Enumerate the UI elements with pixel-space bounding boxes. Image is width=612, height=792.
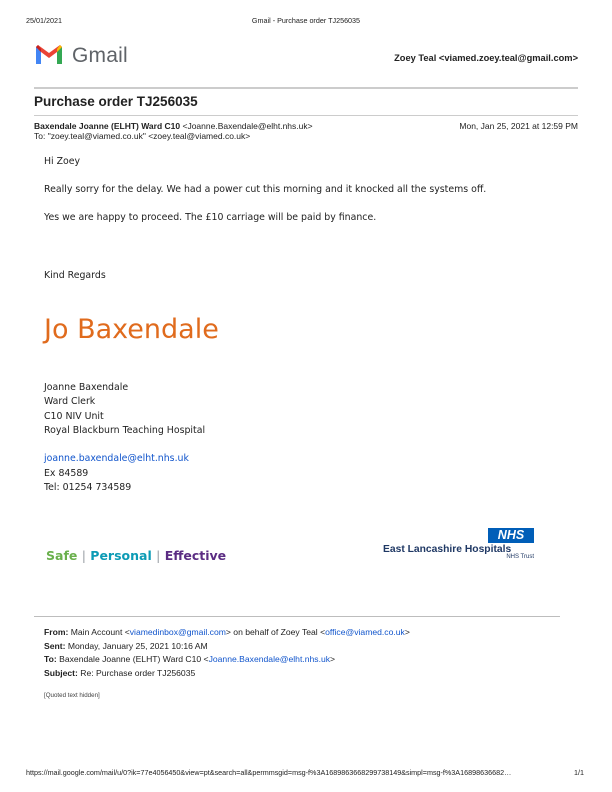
quoted-from-link-1[interactable]: viamedinbox@gmail.com bbox=[129, 627, 226, 637]
quote-divider bbox=[34, 616, 560, 617]
subject-divider bbox=[34, 115, 578, 116]
nhs-logo: NHS bbox=[488, 528, 534, 543]
signature-script-name: Jo Baxendale bbox=[44, 314, 219, 345]
quoted-subject-line: Subject: Re: Purchase order TJ256035 bbox=[44, 668, 196, 678]
sender-name: Baxendale Joanne (ELHT) Ward C10 bbox=[34, 121, 181, 131]
signature-name: Joanne Baxendale bbox=[44, 382, 129, 393]
signature-unit: C10 NIV Unit bbox=[44, 411, 104, 422]
email-date: Mon, Jan 25, 2021 at 12:59 PM bbox=[459, 121, 578, 131]
print-url: https://mail.google.com/mail/u/0?ik=77e4056450&view=pt&search=all&permmsgid=msg-f%3A1689863668299738149&simpl=msg-f%3A16898636682… bbox=[26, 768, 512, 777]
recipient-line: To: "zoey.teal@viamed.co.uk" <zoey.teal@viamed.co.uk> bbox=[34, 131, 251, 141]
email-subject: Purchase order TJ256035 bbox=[34, 94, 198, 109]
quoted-from-line: From: Main Account <viamedinbox@gmail.com> on behalf of Zoey Teal <office@viamed.co.uk> bbox=[44, 627, 410, 637]
account-identity: Zoey Teal <viamed.zoey.teal@gmail.com> bbox=[394, 53, 578, 63]
quoted-sent-line: Sent: Monday, January 25, 2021 10:16 AM bbox=[44, 641, 208, 651]
gmail-wordmark: Gmail bbox=[72, 44, 128, 67]
trust-values-tagline bbox=[46, 548, 226, 563]
body-paragraph-1: Really sorry for the delay. We had a power cut this morning and it knocked all the systems off. bbox=[44, 184, 487, 195]
gmail-logo-icon bbox=[34, 42, 64, 66]
quoted-text-hidden-toggle[interactable]: [Quoted text hidden] bbox=[44, 692, 100, 699]
quoted-sent-label: Sent: bbox=[44, 641, 66, 651]
print-title: Gmail - Purchase order TJ256035 bbox=[251, 16, 361, 25]
sender-line bbox=[34, 121, 313, 131]
tagline-separator: | bbox=[156, 548, 161, 563]
print-date: 25/01/2021 bbox=[26, 16, 62, 25]
print-page-number: 1/1 bbox=[574, 768, 584, 777]
sender-address: <Joanne.Baxendale@elht.nhs.uk> bbox=[182, 121, 313, 131]
signature-hospital: Royal Blackburn Teaching Hospital bbox=[44, 425, 206, 436]
quoted-subject-label: Subject: bbox=[44, 668, 78, 678]
tagline-effective: Effective bbox=[164, 548, 227, 563]
tagline-personal: Personal bbox=[90, 548, 152, 563]
body-paragraph-2: Yes we are happy to proceed. The £10 carriage will be paid by finance. bbox=[44, 212, 377, 223]
quoted-from-link-2[interactable]: office@viamed.co.uk bbox=[325, 627, 405, 637]
header-divider bbox=[34, 87, 578, 89]
closing: Kind Regards bbox=[44, 270, 106, 281]
quoted-to-line: To: Baxendale Joanne (ELHT) Ward C10 <Joanne.Baxendale@elht.nhs.uk> bbox=[44, 654, 336, 664]
tagline-separator: | bbox=[81, 548, 86, 563]
signature-email-link[interactable]: joanne.baxendale@elht.nhs.uk bbox=[44, 453, 189, 464]
quoted-to-label: To: bbox=[44, 654, 57, 664]
greeting: Hi Zoey bbox=[44, 156, 81, 167]
signature-role: Ward Clerk bbox=[44, 396, 96, 407]
signature-telephone: Tel: 01254 734589 bbox=[44, 482, 132, 493]
trust-subtitle: NHS Trust bbox=[506, 554, 534, 560]
signature-extension: Ex 84589 bbox=[44, 468, 89, 479]
quoted-to-link[interactable]: Joanne.Baxendale@elht.nhs.uk bbox=[208, 654, 331, 664]
trust-name: East Lancashire Hospitals bbox=[383, 544, 512, 555]
quoted-from-label: From: bbox=[44, 627, 69, 637]
tagline-safe: Safe bbox=[46, 548, 78, 563]
